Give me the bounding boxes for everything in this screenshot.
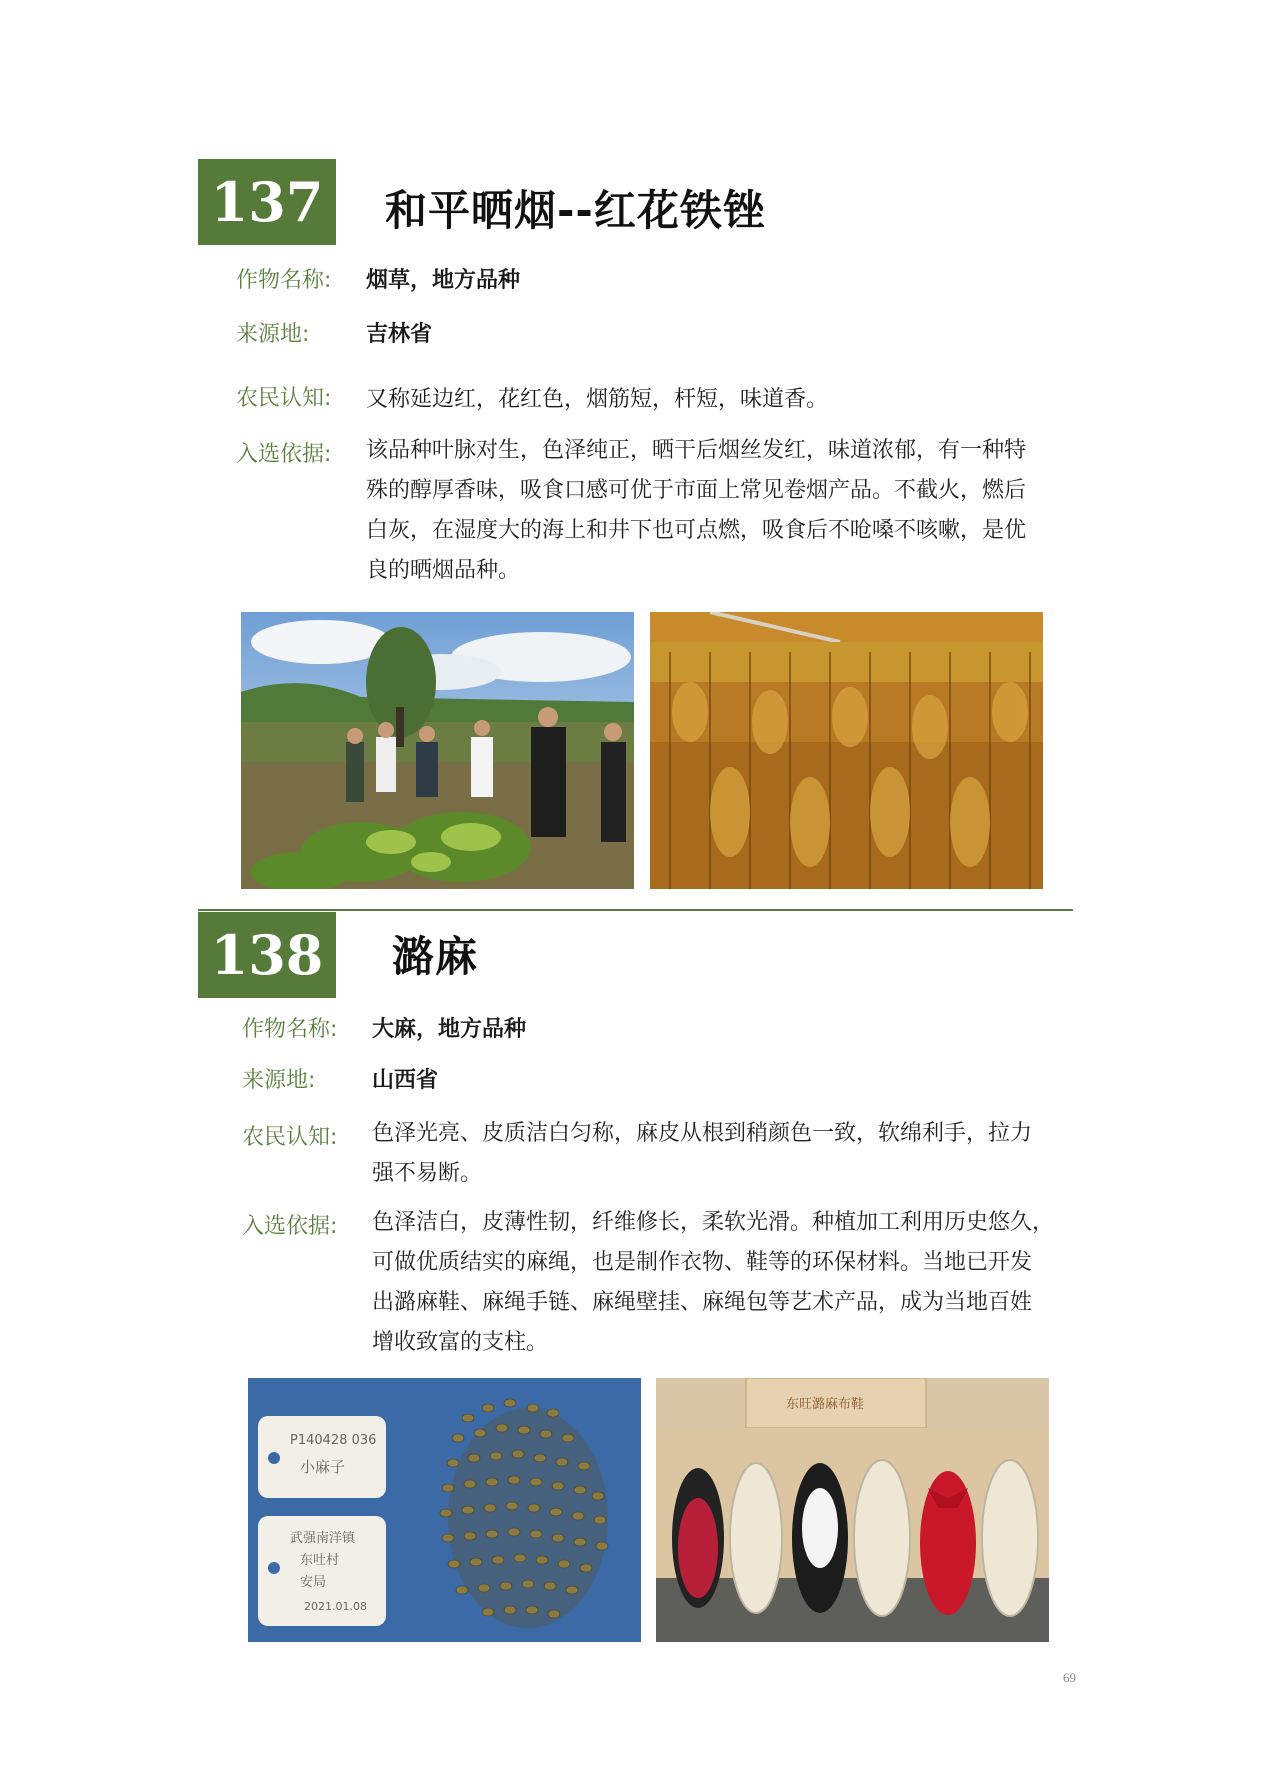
photo-hemp-seeds (248, 1378, 641, 1642)
seed-tag-name: 小麻子 (300, 1458, 346, 1476)
basis-line: 该品种叶脉对生，色泽纯正，晒干后烟丝发红，味道浓郁，有一种特 (366, 438, 1027, 463)
box-label: 东旺潞麻布鞋 (786, 1397, 865, 1412)
crop-name-value: 烟草，地方品种 (366, 268, 521, 293)
seed-tag-village: 东吐村 (300, 1553, 340, 1568)
seed-tag-collector: 安局 (300, 1575, 327, 1590)
seed-tag-code: P140428 036 (290, 1433, 377, 1448)
entry-number-badge: 137 (198, 159, 336, 245)
photo-tobacco-field-visit (241, 612, 634, 889)
origin-label: 来源地: (236, 322, 310, 347)
selection-basis-text (372, 1203, 1092, 1363)
farmer-knowledge-value: 又称延边红，花红色，烟筋短，杆短，味道香。 (366, 387, 829, 412)
origin-label: 来源地: (242, 1068, 316, 1093)
basis-line: 可做优质结实的麻绳，也是制作衣物、鞋等的环保材料。当地已开发 (372, 1250, 1033, 1275)
seed-tag-date: 2021.01.08 (304, 1600, 367, 1613)
page-number: 69 (1063, 1670, 1076, 1685)
entry-title: 潞麻 (392, 932, 479, 981)
basis-line: 增收致富的支柱。 (372, 1330, 549, 1355)
selection-basis-text (366, 431, 1066, 591)
crop-name-label: 作物名称: (236, 268, 332, 293)
selection-basis-label: 入选依据: (242, 1214, 338, 1239)
basis-line: 殊的醇厚香味，吸食口感可优于市面上常见卷烟产品。不截火，燃后 (366, 478, 1027, 503)
entry-title: 和平晒烟--红花铁锉 (385, 186, 766, 235)
crop-name-value: 大麻，地方品种 (372, 1017, 527, 1042)
photo-drying-tobacco (650, 612, 1043, 889)
seed-tag-location: 武强南洋镇 (290, 1531, 356, 1546)
farmer-line: 强不易断。 (372, 1161, 483, 1186)
selection-basis-label: 入选依据: (236, 442, 332, 467)
photo-hemp-shoes (656, 1378, 1049, 1642)
basis-line: 良的晒烟品种。 (366, 558, 521, 583)
origin-value: 山西省 (372, 1068, 439, 1093)
origin-value: 吉林省 (366, 322, 433, 347)
basis-line: 色泽洁白，皮薄性韧，纤维修长，柔软光滑。种植加工利用历史悠久， (372, 1210, 1055, 1235)
farmer-knowledge-label: 农民认知: (242, 1125, 338, 1150)
farmer-line: 色泽光亮、皮质洁白匀称，麻皮从根到稍颜色一致，软绵利手，拉力 (372, 1121, 1033, 1146)
entry-number-badge: 138 (198, 912, 336, 998)
farmer-knowledge-label: 农民认知: (236, 386, 332, 411)
section-divider (198, 909, 1073, 911)
basis-line: 出潞麻鞋、麻绳手链、麻绳壁挂、麻绳包等艺术产品，成为当地百姓 (372, 1290, 1033, 1315)
basis-line: 白灰，在湿度大的海上和井下也可点燃，吸食后不呛嗓不咳嗽，是优 (366, 518, 1027, 543)
farmer-knowledge-text (372, 1114, 1072, 1194)
crop-name-label: 作物名称: (242, 1017, 338, 1042)
